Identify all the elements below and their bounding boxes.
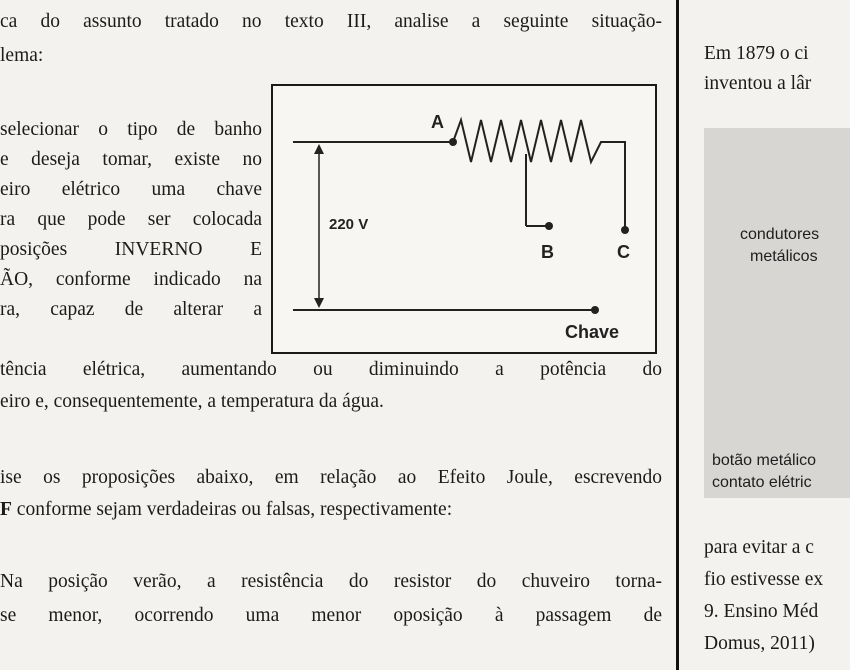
wrap-line-7: ra, capaz de alterar a (0, 299, 262, 320)
proposition-line-2: se menor, ocorrendo uma menor oposição à passagem de (0, 605, 662, 626)
wrap-line-4: ra que pode ser colocada (0, 209, 262, 230)
instruction-line-1: ise os proposições abaixo, em relação ao Efeito Joule, escrevendo (0, 467, 662, 488)
circuit-diagram (271, 84, 657, 354)
switch-label: Chave (565, 322, 620, 342)
resistor-zigzag (453, 120, 625, 230)
right-bottom-line-2: fio estivesse ex (704, 569, 824, 590)
lamp-photo (704, 128, 850, 498)
photo-label-button-2: contato elétric (712, 474, 812, 491)
wrap-line-5: posições INVERNO E (0, 239, 262, 260)
voltage-label: 220 V (329, 216, 369, 233)
body-line-2: eiro e, consequentemente, a temperatura da água. (0, 391, 384, 412)
false-marker: F (0, 499, 12, 520)
wrap-line-2: e deseja tomar, existe no (0, 149, 262, 170)
wrap-line-6: ÃO, conforme indicado na (0, 269, 262, 290)
right-line-2: inventou a lâr (704, 73, 812, 94)
photo-label-conductors-2: metálicos (750, 248, 818, 265)
proposition-line-1: Na posição verão, a resistência do resistor do chuveiro torna- (0, 571, 662, 592)
right-bottom-line-3: 9. Ensino Méd (704, 601, 819, 622)
wrap-line-3: eiro elétrico uma chave (0, 179, 262, 200)
photo-label-button-1: botão metálico (712, 452, 817, 469)
right-bottom-line-4: Domus, 2011) (704, 633, 815, 654)
photo-label-conductors-1: condutores (740, 226, 820, 243)
body-line-1: tência elétrica, aumentando ou diminuindo a potência do (0, 359, 662, 380)
intro-line-1: ca do assunto tratado no texto III, analise a seguinte situação- (0, 11, 662, 32)
node-label-a: A (431, 112, 444, 132)
node-label-c: C (617, 242, 630, 262)
instruction-line-2-text: conforme sejam verdadeiras ou falsas, respectivamente: (11, 499, 453, 520)
right-bottom-line-1: para evitar a c (704, 537, 814, 558)
wrap-line-1: selecionar o tipo de banho (0, 119, 262, 140)
intro-line-2: lema: (0, 45, 44, 66)
instruction-line-2 (0, 498, 452, 521)
column-divider (676, 0, 679, 670)
node-label-b: B (541, 242, 554, 262)
right-line-1: Em 1879 o ci (704, 43, 809, 64)
